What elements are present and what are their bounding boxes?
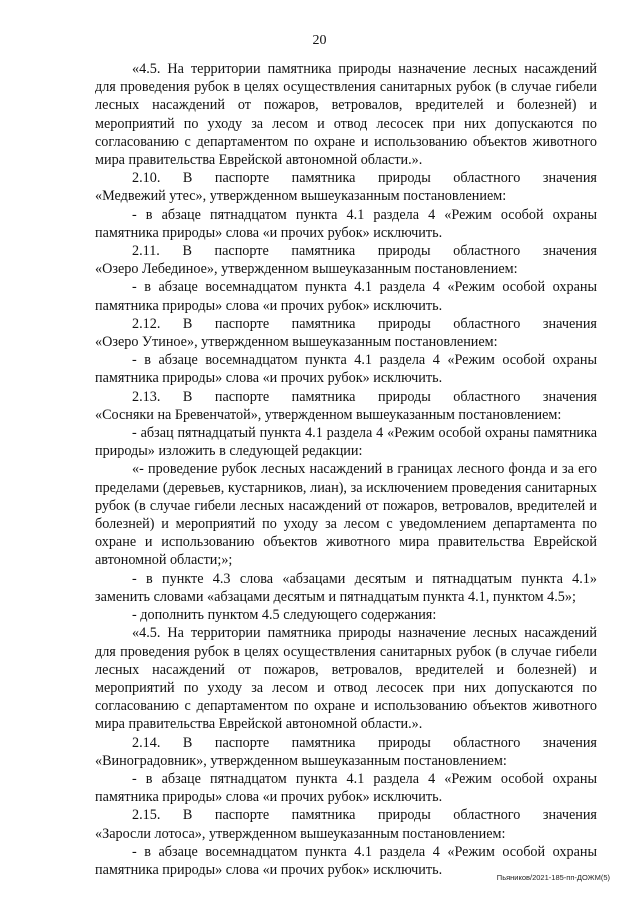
page-number: 20 <box>312 33 327 48</box>
clause-2-12-object: «Озеро Утиное», утвержденном вышеуказанным постановлением: <box>95 334 498 351</box>
clause-number: 2.14. <box>132 734 161 751</box>
clause-2-13-heading: 2.13. В паспорте памятника природы областного значения <box>132 388 597 405</box>
clause-2-14-heading: 2.14. В паспорте памятника природы областного значения <box>132 734 597 751</box>
amendment-item: - в пункте 4.3 слова «абзацами десятым и пятнадцатым пункта 4.1» заменить словами «абзацами десятым и пятнадцатым пункта 4.1, пунктом 4.5»; <box>95 570 597 605</box>
clause-2-15-object: «Заросли лотоса», утвержденном вышеуказанным постановлением: <box>95 825 506 842</box>
clause-number: 2.13. <box>132 388 161 405</box>
amendment-item: - дополнить пунктом 4.5 следующего содержания: <box>132 607 437 624</box>
quoted-new-wording: «- проведение рубок лесных насаждений в границах лесного фонда и за его пределами (деревьев, кустарников, лиан), за исключением проведения санитарных рубок (в случае гибели лесных насаждений от пожаров, ветровалов, вредителей и болезней) и мероприятий по уходу за лесом с уведомлением департамента по охране и использованию объектов животного мира правительства Еврейской автономной области;»; <box>95 461 597 569</box>
quoted-clause-4-5: «4.5. На территории памятника природы назначение лесных насаждений для проведения рубок в целях осуществления санитарных рубок (в случае гибели лесных насаждений от пожаров, ветровалов, вредителей и болезней) и мероприятий по уходу за лесом и отвод лесосек при них допускаются по согласованию с департаментом по охране и использованию объектов животного мира правительства Еврейской автономной области.». <box>95 625 597 733</box>
clause-2-11-heading: 2.11. В паспорте памятника природы областного значения <box>132 243 597 260</box>
clause-2-15-heading: 2.15. В паспорте памятника природы областного значения <box>132 807 597 824</box>
clause-2-11-object: «Озеро Лебединое», утвержденном вышеуказанным постановлением: <box>95 261 518 278</box>
amendment-item: - в абзаце пятнадцатом пункта 4.1 раздела 4 «Режим особой охраны памятника природы» слова «и прочих рубок» исключить. <box>95 206 597 241</box>
amendment-item: - в абзаце восемнадцатом пункта 4.1 раздела 4 «Режим особой охраны памятника природы» слова «и прочих рубок» исключить. <box>95 843 597 878</box>
amendment-item: - в абзаце пятнадцатом пункта 4.1 раздела 4 «Режим особой охраны памятника природы» слова «и прочих рубок» исключить. <box>95 770 597 806</box>
clause-number: 2.10. <box>132 170 161 187</box>
amendment-item: - в абзаце восемнадцатом пункта 4.1 раздела 4 «Режим особой охраны памятника природы» слова «и прочих рубок» исключить. <box>95 279 597 314</box>
document-footer-code: Пьяников/2021-185-пп-ДОЖМ(5) <box>496 873 610 882</box>
amendment-item: - в абзаце восемнадцатом пункта 4.1 раздела 4 «Режим особой охраны памятника природы» слова «и прочих рубок» исключить. <box>95 352 597 387</box>
amendment-item: - абзац пятнадцатый пункта 4.1 раздела 4 «Режим особой охраны памятника природы» изложить в следующей редакции: <box>95 425 597 460</box>
clause-number: 2.11. <box>132 243 160 260</box>
quoted-clause-4-5: «4.5. На территории памятника природы назначение лесных насаждений для проведения рубок в целях осуществления санитарных рубок (в случае гибели лесных насаждений от пожаров, ветровалов, вредителей и болезней) и мероприятий по уходу за лесом и отвод лесосек при них допускаются по согласованию с департаментом по охране и использованию объектов животного мира правительства Еврейской автономной области.». <box>95 61 597 169</box>
clause-number: 2.12. <box>132 315 161 332</box>
clause-2-12-heading: 2.12. В паспорте памятника природы областного значения <box>132 315 597 332</box>
clause-2-10-object: «Медвежий утес», утвержденном вышеуказанным постановлением: <box>95 188 507 205</box>
document-body <box>95 60 597 879</box>
clause-2-13-object: «Сосняки на Бревенчатой», утвержденном вышеуказанным постановлением: <box>95 406 562 423</box>
clause-number: 2.15. <box>132 807 161 824</box>
clause-2-14-object: «Виноградовник», утвержденном вышеуказанным постановлением: <box>95 752 507 769</box>
clause-2-10-heading: 2.10. В паспорте памятника природы областного значения <box>132 170 597 187</box>
